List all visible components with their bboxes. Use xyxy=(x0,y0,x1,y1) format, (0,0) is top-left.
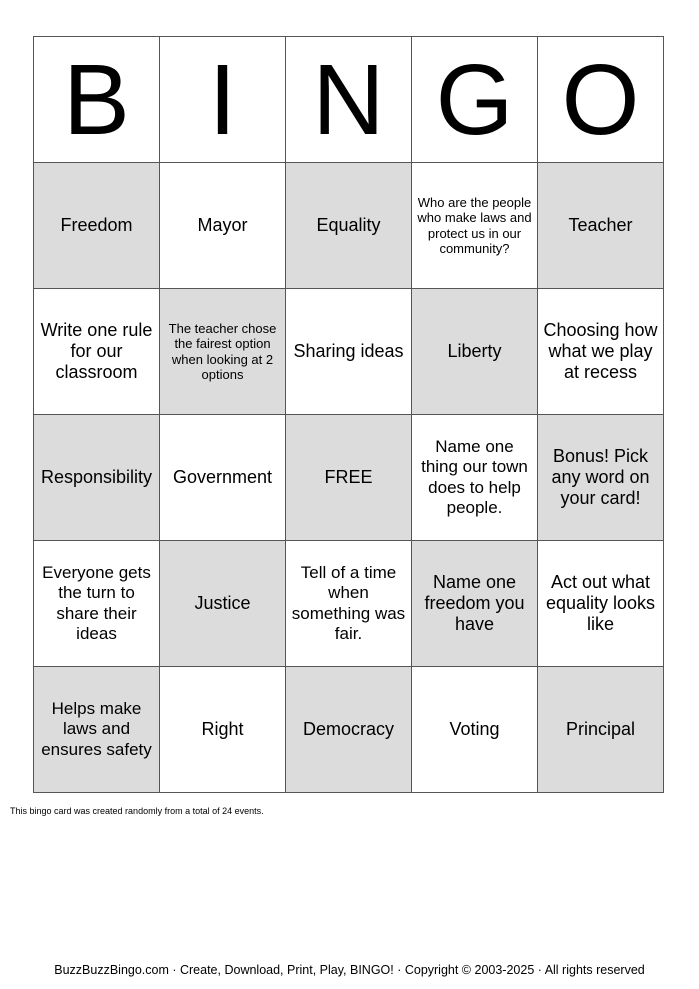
grid-row-2 xyxy=(34,289,664,415)
bingo-cell: Freedom xyxy=(34,163,160,289)
header-letter-n: N xyxy=(286,37,412,163)
grid-row-3 xyxy=(34,415,664,541)
grid-row-4 xyxy=(34,541,664,667)
bingo-cell: Justice xyxy=(160,541,286,667)
bingo-cell: Democracy xyxy=(286,667,412,793)
bingo-cell: Sharing ideas xyxy=(286,289,412,415)
card-note: This bingo card was created randomly from a total of 24 events. xyxy=(10,806,264,816)
bingo-card xyxy=(33,36,664,793)
bingo-cell: Liberty xyxy=(412,289,538,415)
bingo-cell: Mayor xyxy=(160,163,286,289)
bingo-cell: Tell of a time when something was fair. xyxy=(286,541,412,667)
bingo-cell: Name one freedom you have xyxy=(412,541,538,667)
header-letter-g: G xyxy=(412,37,538,163)
bingo-cell: Who are the people who make laws and protect us in our community? xyxy=(412,163,538,289)
bingo-cell: Equality xyxy=(286,163,412,289)
bingo-cell: Voting xyxy=(412,667,538,793)
free-cell: FREE xyxy=(286,415,412,541)
footer-text: BuzzBuzzBingo.com · Create, Download, Print, Play, BINGO! · Copyright © 2003-2025 · All rights reserved xyxy=(54,963,645,977)
bingo-cell: Helps make laws and ensures safety xyxy=(34,667,160,793)
header-row xyxy=(34,37,664,163)
bingo-cell: Teacher xyxy=(538,163,664,289)
bingo-cell: Act out what equality looks like xyxy=(538,541,664,667)
bingo-cell: Write one rule for our classroom xyxy=(34,289,160,415)
grid-row-1 xyxy=(34,163,664,289)
bingo-cell: Name one thing our town does to help people. xyxy=(412,415,538,541)
header-letter-o: O xyxy=(538,37,664,163)
bingo-cell: Choosing how what we play at recess xyxy=(538,289,664,415)
bingo-cell: Government xyxy=(160,415,286,541)
bingo-cell: Bonus! Pick any word on your card! xyxy=(538,415,664,541)
grid-row-5 xyxy=(34,667,664,793)
bingo-cell: Responsibility xyxy=(34,415,160,541)
bingo-cell: Everyone gets the turn to share their ideas xyxy=(34,541,160,667)
header-letter-b: B xyxy=(34,37,160,163)
bingo-cell: Right xyxy=(160,667,286,793)
bingo-cell: The teacher chose the fairest option when looking at 2 options xyxy=(160,289,286,415)
header-letter-i: I xyxy=(160,37,286,163)
bingo-cell: Principal xyxy=(538,667,664,793)
